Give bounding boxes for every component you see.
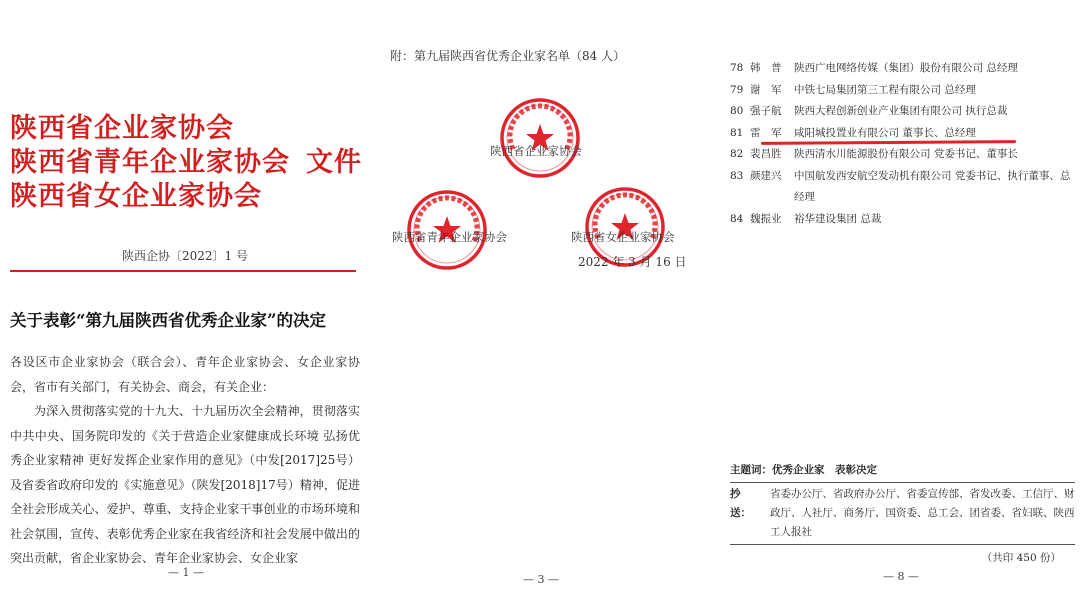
entry-number: 78 bbox=[730, 62, 744, 74]
entry-org: 裕华建设集团 总裁 bbox=[794, 212, 882, 225]
red-divider bbox=[10, 270, 356, 272]
entry-number: 83 bbox=[730, 169, 744, 182]
entry-name: 韩 普 bbox=[750, 62, 782, 74]
page-number-1: — 1 — bbox=[168, 566, 204, 579]
issue-date: 2022 年 3 月 16 日 bbox=[578, 255, 687, 269]
entry-name: 雷 军 bbox=[750, 126, 782, 139]
issuing-orgs-header bbox=[10, 112, 362, 214]
cc-label: 抄 送： bbox=[730, 488, 751, 519]
cc-recipients: 省委办公厅、省政府办公厅、省委宣传部、省发改委、工信厅、财政厅、人社厅、商务厅、国资委、总工会、团省委、省妇联、陕西工人报社 bbox=[770, 488, 1075, 538]
list-item bbox=[730, 101, 1075, 123]
topic-keywords: 主题词：优秀企业家 表彰决定 bbox=[730, 464, 877, 476]
org-name-3: 陕西省女企业家协会 bbox=[10, 181, 262, 212]
document-body bbox=[10, 350, 360, 571]
seal-label-top: 陕西省企业家协会 bbox=[490, 144, 582, 158]
document-page-3 bbox=[370, 0, 715, 606]
seal-label-right: 陕西省女企业家协会 bbox=[571, 230, 675, 244]
org-name-2-row bbox=[10, 146, 362, 180]
entry-number: 80 bbox=[730, 105, 744, 117]
entry-org: 陕西清水川能源股份有限公司 党委书记、董事长 bbox=[794, 148, 1018, 160]
seal-label-left: 陕西省青年企业家协会 bbox=[392, 230, 507, 244]
entry-number: 84 bbox=[730, 212, 744, 225]
footer-divider bbox=[730, 544, 1075, 545]
entry-org: 中国航发西安航空发动机有限公司 党委书记、执行董事、总经理 bbox=[794, 169, 1071, 203]
document-page-8 bbox=[715, 0, 1080, 606]
entry-org: 陕西广电网络传媒（集团）股份有限公司 总经理 bbox=[794, 62, 1018, 74]
print-copies: （共印 450 份） bbox=[981, 552, 1061, 564]
page-number-3: — 3 — bbox=[523, 573, 559, 586]
list-item bbox=[730, 80, 1075, 102]
entry-org: 中铁七局集团第三工程有限公司 总经理 bbox=[794, 83, 976, 96]
entry-name: 谢 军 bbox=[750, 83, 782, 96]
org-name-1: 陕西省企业家协会 bbox=[10, 113, 234, 144]
body-paragraph-main: 为深入贯彻落实党的十九大、十九届历次全会精神，贯彻落实中共中央、国务院印发的《关于营造企业家健康成长环境 弘扬优秀企业家精神 更好发挥企业家作用的意见》（中发[2017]25号）及省委省政府印发的《实施意见》（陕发[2018]17号）精神，促进全社会形成关心、爱护、尊重、支持企业家干事创业的市场环境和社会氛围，宣传、表彰优秀企业家在我省经济和社会发展中做出的突出贡献，省企业家协会、青年企业家协会、女企业家 bbox=[10, 404, 360, 565]
seal-stamp-icon bbox=[499, 97, 581, 179]
cc-section bbox=[730, 485, 1075, 542]
list-item bbox=[730, 144, 1075, 166]
entry-name: 魏振业 bbox=[750, 212, 782, 225]
entry-number: 79 bbox=[730, 83, 744, 96]
entry-number: 81 bbox=[730, 126, 744, 139]
entry-org: 陕西大程创新创业产业集团有限公司 执行总裁 bbox=[794, 105, 1008, 117]
document-number: 陕西企协〔2022〕1 号 bbox=[122, 249, 248, 263]
entry-name: 强子航 bbox=[750, 105, 782, 117]
list-item bbox=[730, 58, 1075, 80]
document-footer bbox=[730, 460, 1075, 569]
list-item bbox=[730, 166, 1075, 209]
document-title: 关于表彰“第九届陕西省优秀企业家”的决定 bbox=[10, 311, 326, 330]
page-number-8: — 8 — bbox=[883, 570, 919, 583]
entry-number: 82 bbox=[730, 148, 744, 160]
entry-name: 颜建兴 bbox=[750, 169, 782, 182]
entry-name: 裴昌胜 bbox=[750, 148, 782, 160]
official-seal-enterprise-association bbox=[499, 97, 581, 179]
org-name-2: 陕西省青年企业家协会 bbox=[10, 147, 290, 178]
list-item bbox=[730, 209, 1075, 231]
entry-org: 咸阳城投置业有限公司 董事长、总经理 bbox=[794, 126, 976, 139]
annex-title: 附：第九届陕西省优秀企业家名单（84 人） bbox=[390, 49, 626, 63]
body-paragraph-addressees: 各设区市企业家协会（联合会）、青年企业家协会、女企业家协会，省市有关部门，有关协会、商会，有关企业： bbox=[10, 355, 360, 394]
document-page-1 bbox=[0, 0, 370, 606]
footer-divider bbox=[730, 482, 1075, 483]
doc-word: 文件 bbox=[306, 147, 362, 178]
